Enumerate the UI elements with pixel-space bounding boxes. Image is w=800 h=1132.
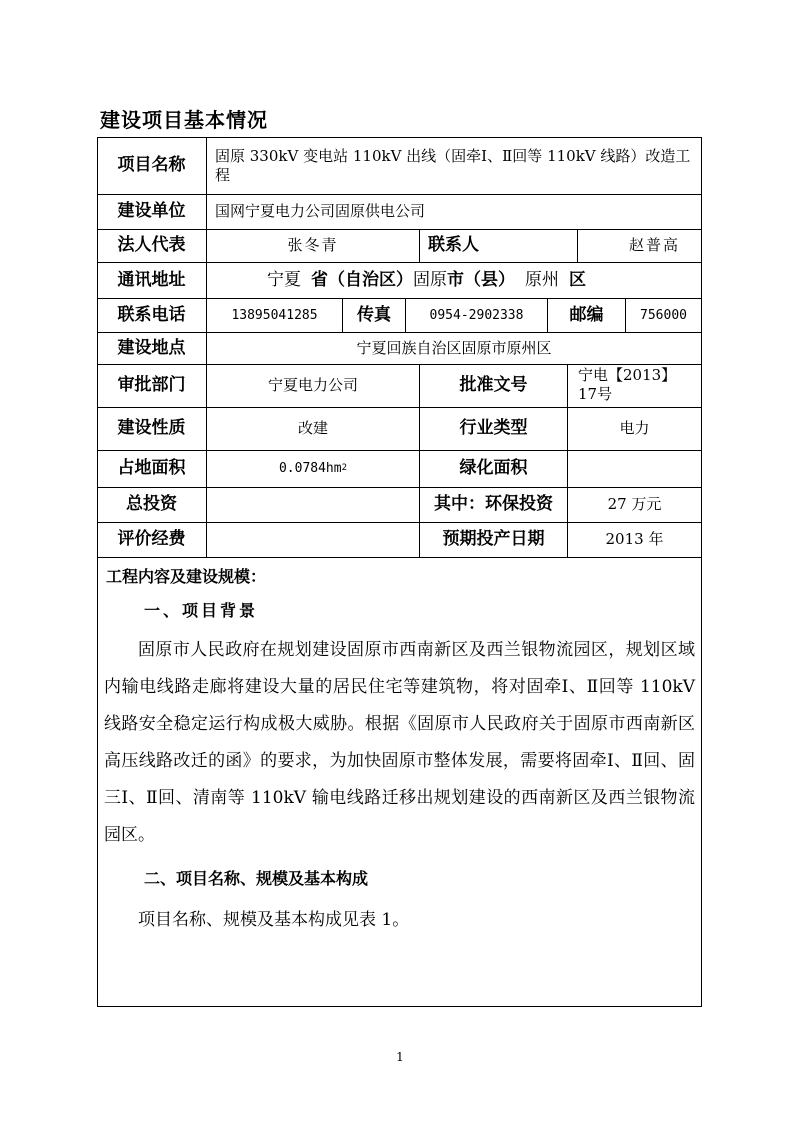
section-2-paragraph: 项目名称、规模及基本构成见表 1。 [138, 910, 410, 930]
project-name-value: 固原 330kV 变电站 110kV 出线（固牵Ⅰ、Ⅱ回等 110kV 线路）改造工程 [215, 146, 691, 184]
green-area-label: 绿化面积 [459, 458, 528, 478]
fax-label: 传真 [357, 304, 391, 325]
env-investment-value: 27 万元 [607, 495, 662, 513]
address-district: 原州 [525, 269, 559, 290]
postcode-value: 756000 [640, 307, 687, 323]
content-section [98, 560, 701, 939]
green-area-value [568, 450, 701, 487]
eval-fee-label: 评价经费 [117, 529, 186, 549]
phone-value: 13895041285 [231, 307, 318, 323]
area-unit-exponent: 2 [341, 463, 348, 473]
legal-rep-value: 张冬青 [287, 236, 339, 254]
postcode-label: 邮编 [569, 304, 604, 325]
construction-unit-label: 建设单位 [117, 201, 186, 221]
approval-dept-label: 审批部门 [117, 375, 186, 395]
area-number: 0.0784hm [278, 461, 342, 476]
phone-label: 联系电话 [117, 304, 186, 325]
investment-label: 总投资 [126, 494, 177, 514]
project-name-label: 项目名称 [117, 155, 186, 175]
address-value [267, 262, 697, 298]
section-1-paragraph: 固原市人民政府在规划建设固原市西南新区及西兰银物流园区，规划区域内输电线路走廊将建设大量的居民住宅等建筑物，将对固牵Ⅰ、Ⅱ回等 110kV 线路安全稳定运行构成极大威胁。根据《固原市人民政府关于固原市西南新区高压线路改迁的函》的要求，为加快固原市整体发展，需要将固牵Ⅰ、Ⅱ回、固三Ⅰ、Ⅱ回、清南等 110kV 输电线路迁移出规划建设的西南新区及西兰银物流园区。 [104, 640, 695, 845]
address-district-suffix: 区 [569, 269, 586, 290]
approval-doc-label: 批准文号 [459, 375, 528, 395]
construction-unit-value: 国网宁夏电力公司固原供电公司 [215, 202, 426, 220]
nature-value: 改建 [297, 419, 328, 437]
eval-fee-value [207, 522, 419, 557]
env-investment-label: 其中：环保投资 [434, 494, 553, 514]
contact-label: 联系人 [428, 235, 479, 255]
production-date-value: 2013 年 [605, 530, 664, 548]
address-city: 固原 [413, 269, 447, 290]
production-date-label: 预期投产日期 [442, 529, 545, 549]
contact-value: 赵普高 [628, 236, 680, 254]
approval-dept-value: 宁夏电力公司 [267, 376, 358, 394]
address-city-suffix: 市（县） [447, 269, 515, 290]
page-number: 1 [396, 1050, 404, 1064]
area-label: 占地面积 [117, 458, 186, 478]
industry-value: 电力 [619, 419, 650, 437]
approval-doc-value: 宁电【2013】17号 [578, 366, 677, 403]
area-value [207, 450, 419, 487]
address-province: 宁夏 [267, 269, 301, 290]
section-1-title: 一、项目背景 [144, 601, 259, 620]
address-province-suffix: 省（自治区） [311, 269, 413, 290]
section-2-title: 二、项目名称、规模及基本构成 [144, 869, 369, 888]
investment-value [207, 487, 419, 522]
nature-label: 建设性质 [117, 418, 186, 438]
site-label: 建设地点 [117, 337, 186, 358]
content-title: 工程内容及建设规模： [106, 567, 267, 586]
page-heading: 建设项目基本情况 [100, 108, 268, 132]
industry-label: 行业类型 [459, 418, 528, 438]
fax-value: 0954-2902338 [429, 307, 524, 323]
address-label: 通讯地址 [117, 269, 186, 290]
legal-rep-label: 法人代表 [117, 235, 186, 255]
site-value: 宁夏回族自治区固原市原州区 [356, 338, 552, 357]
